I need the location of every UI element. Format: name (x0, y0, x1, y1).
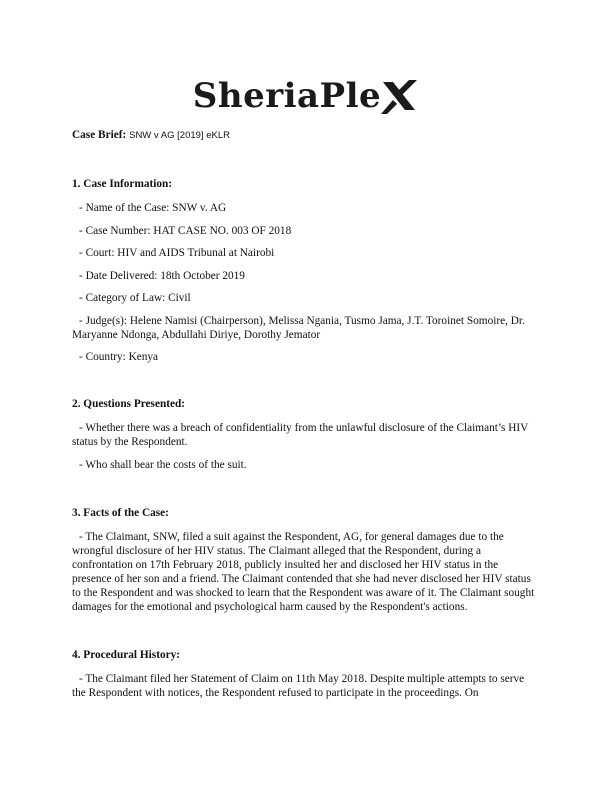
country-item: - Country: Kenya (79, 351, 159, 363)
procedural-paragraph: - The Claimant filed her Statement of Claim on 11th May 2018. Despite multiple attempts to serve the Respondent with notices, the Respondent refused to participate in the proceedings. On (72, 672, 525, 699)
facts-paragraph: - The Claimant, SNW, filed a suit against the Respondent, AG, for general damages due to the wrongful disclosure of her HIV status. The Claimant alleged that the Respondent, during a confrontation on 17th February 2018, publicly insulted her and disclosed her HIV status in the presence of her son and a friend. The Claimant contended that she had never disclosed her HIV status to the Respondent and was shocked to learn that the Respondent was aware of it. The Claimant sought damages for the emotional and psychological harm caused by the Respondent's actions. (72, 530, 535, 613)
section-title: 4. Procedural History: (72, 648, 181, 661)
logo-x-mark-icon (379, 76, 419, 116)
judges-item: - Judge(s): Helene Namisi (Chairperson), Melissa Ngania, Tusmo Jama, J.T. Toroinet Somoire, Dr. Maryanne Ndonga, Abdullahi Diriye, Dorothy Jemator (72, 314, 525, 341)
section-title: 1. Case Information: (72, 178, 173, 190)
question-item: - Who shall bear the costs of the suit. (79, 458, 247, 471)
case-brief-label: Case Brief: (72, 129, 127, 141)
sheriaplex-logo (0, 70, 612, 122)
section-questions-presented (72, 397, 540, 472)
case-brief-citation: SNW v AG [2019] eKLR (129, 130, 230, 141)
case-number-item: - Case Number: HAT CASE NO. 003 OF 2018 (79, 224, 292, 237)
date-delivered-item: - Date Delivered: 18th October 2019 (79, 269, 245, 282)
section-procedural-history (72, 648, 540, 700)
logo-wordmark: SheriaPle (192, 76, 382, 116)
section-title: 2. Questions Presented: (72, 398, 186, 410)
section-title: 3. Facts of the Case: (72, 506, 169, 519)
case-name-item: - Name of the Case: SNW v. AG (79, 202, 227, 214)
brief-content (72, 128, 540, 700)
section-facts (72, 506, 540, 614)
category-item: - Category of Law: Civil (79, 292, 191, 304)
court-item: - Court: HIV and AIDS Tribunal at Nairobi (79, 247, 275, 259)
section-case-information (72, 177, 540, 364)
case-brief-line (72, 128, 540, 143)
question-item: - Whether there was a breach of confidentiality from the unlawful disclosure of the Claimant’s HIV status by the Respondent. (72, 422, 529, 448)
